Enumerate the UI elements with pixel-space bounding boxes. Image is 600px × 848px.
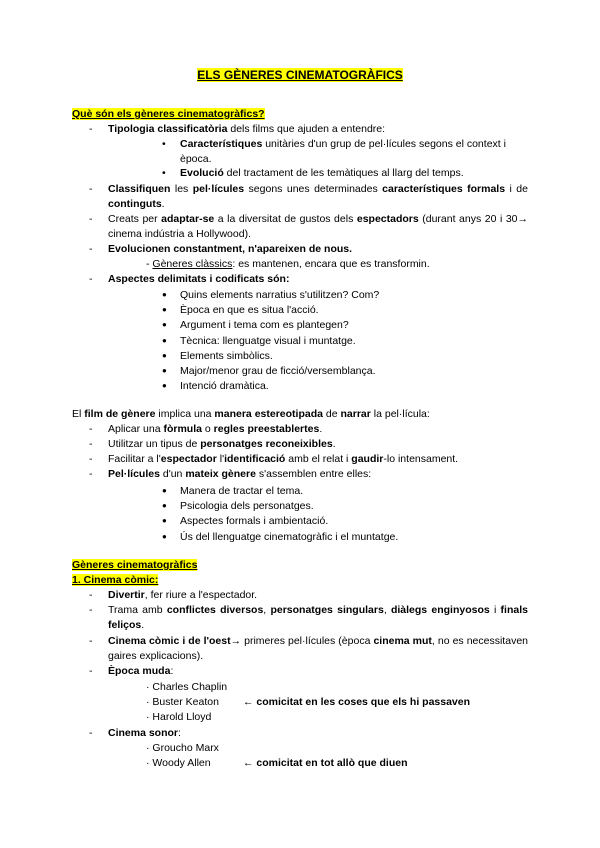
section-heading-genres: Gèneres cinematogràfics	[72, 559, 198, 571]
dash-marker: -	[89, 468, 93, 480]
bullet-marker: ●	[162, 366, 167, 375]
comedian-name: · Woody Allen	[146, 757, 211, 769]
sound-era-note: ← comicitat en tot allò que diuen	[243, 757, 408, 769]
list-item: Intenció dramàtica.	[180, 380, 269, 393]
dash-marker: -	[89, 273, 93, 285]
dash-marker: -	[89, 423, 93, 435]
dash-marker: -	[89, 604, 93, 616]
list-item: Classifiquen les pel·lícules segons unes determinades característiques formals i de continguts.	[108, 183, 528, 210]
list-item: Manera de tractar el tema.	[180, 485, 304, 497]
list-item: Facilitar a l'espectador l'identificació amb el relat i gaudir-lo intensament.	[108, 453, 459, 465]
list-item: Psicologia dels personatges.	[180, 500, 314, 513]
dash-marker: -	[89, 635, 93, 647]
dash-marker: -	[89, 183, 93, 195]
bullet-marker: •	[162, 138, 166, 150]
bullet-marker: ●	[162, 290, 167, 299]
bullet-marker: ●	[162, 381, 167, 391]
list-item: Característiques unitàries d'un grup de pel·lícules segons el context i època.	[180, 138, 506, 165]
list-item: Aspectes delimitats i codificats són:	[108, 273, 290, 285]
comedian-name: · Harold Lloyd	[146, 711, 212, 723]
list-item: Utilitzar un tipus de personatges reconeixibles.	[108, 438, 336, 450]
list-item: Divertir, fer riure a l'espectador.	[108, 589, 258, 601]
comedian-name: · Groucho Marx	[146, 742, 219, 754]
list-item: Cinema sonor:	[108, 727, 181, 739]
page-title: ELS GÈNERES CINEMATOGRÀFICS	[197, 68, 403, 82]
bullet-marker: ●	[162, 516, 167, 526]
dash-marker: -	[89, 213, 93, 225]
dash-marker: -	[89, 438, 93, 450]
list-subitem: - Gèneres clàssics: es mantenen, encara que es transformin.	[146, 258, 430, 270]
bullet-marker: ●	[162, 486, 167, 495]
list-item: Argument i tema com es plantegen?	[180, 319, 349, 332]
bullet-marker: •	[162, 167, 166, 179]
list-item: Creats per adaptar-se a la diversitat de gustos dels espectadors (durant anys 20 i 30→ cinema indústria a Hollywood).	[108, 213, 529, 240]
dash-marker: -	[89, 589, 93, 601]
dash-marker: -	[89, 243, 93, 255]
list-item: Major/menor grau de ficció/versemblança.	[180, 365, 376, 377]
list-item: Cinema còmic i de l'oest→ primeres pel·lícules (època cinema mut, no es necessitaven gaires explicacions).	[108, 635, 528, 662]
paragraph: El film de gènere implica una manera estereotipada de narrar la pel·lícula:	[72, 408, 430, 420]
list-item: Evolució del tractament de les temàtiques al llarg del temps.	[180, 167, 464, 179]
list-item: Època muda:	[108, 665, 174, 677]
dash-marker: -	[89, 665, 93, 677]
bullet-marker: ●	[162, 305, 167, 315]
bullet-marker: ●	[162, 320, 167, 330]
list-item: Aspectes formals i ambientació.	[180, 515, 329, 528]
section-heading-what-are: Què són els gèneres cinematogràfics?	[72, 108, 265, 120]
bullet-marker: ●	[162, 501, 167, 511]
bullet-marker: ●	[162, 531, 167, 541]
list-item: Ús del llenguatge cinematogràfic i el muntatge.	[180, 530, 399, 543]
list-item: Evolucionen constantment, n'apareixen de nous.	[108, 243, 353, 255]
list-item: Quins elements narratius s'utilitzen? Com?	[180, 289, 380, 301]
comedian-name: · Charles Chaplin	[146, 681, 228, 693]
list-item: Aplicar una fòrmula o regles preestablertes.	[108, 423, 323, 435]
comedian-name: · Buster Keaton	[146, 696, 219, 708]
list-item: Època en que es situa l'acció.	[180, 304, 319, 317]
subsection-heading-comic: 1. Cinema còmic:	[72, 574, 159, 586]
list-item: Trama amb conflictes diversos, personatges singulars, diàlegs enginyosos i finals feliços.	[108, 604, 528, 631]
dash-marker: -	[89, 123, 93, 135]
list-item: Pel·lícules d'un mateix gènere s'assemblen entre elles:	[108, 468, 372, 480]
dash-marker: -	[89, 727, 93, 739]
mute-era-note: ← comicitat en les coses que els hi passaven	[243, 696, 471, 708]
bullet-marker: ●	[162, 350, 167, 360]
list-item: Tècnica: llenguatge visual i muntatge.	[180, 334, 356, 347]
list-item: Tipologia classificatòria dels films que ajuden a entendre:	[108, 123, 386, 135]
list-item: Elements simbòlics.	[180, 349, 273, 362]
bullet-marker: ●	[162, 335, 167, 345]
dash-marker: -	[89, 453, 93, 465]
